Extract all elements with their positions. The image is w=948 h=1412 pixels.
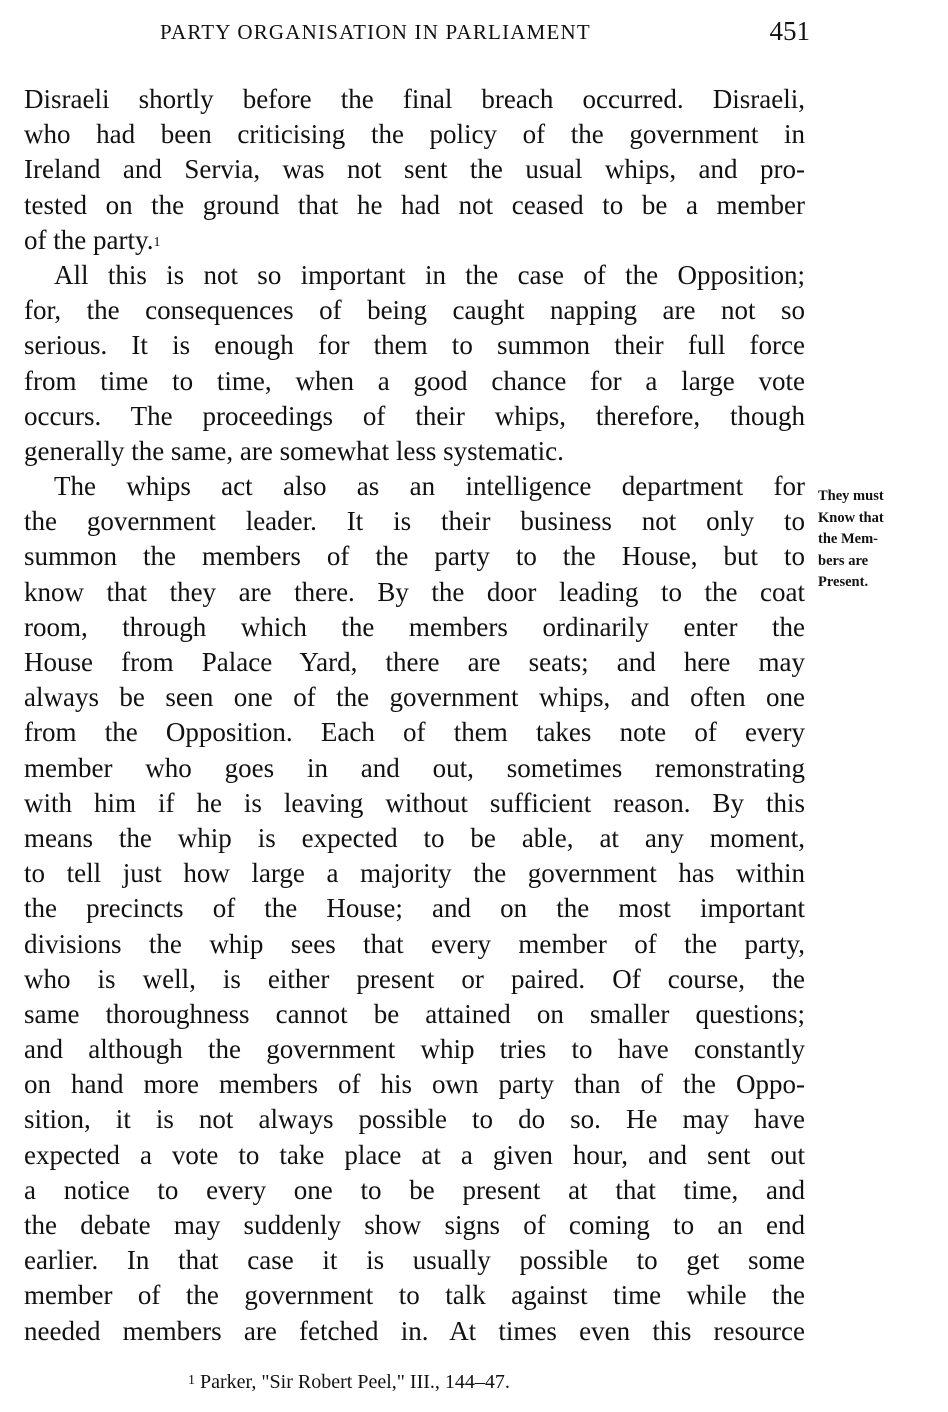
page-number: 451 bbox=[769, 16, 810, 46]
marginal-note-line: the Mem- bbox=[818, 531, 878, 547]
text-line: the debate may suddenly show signs of coming to an end bbox=[24, 1210, 805, 1240]
marginal-note-line: bers are bbox=[818, 552, 869, 569]
text-line: summon the members of the party to the House, but to bbox=[24, 541, 805, 572]
running-title: PARTY ORGANISATION IN PARLIAMENT bbox=[160, 20, 591, 44]
text-line: to tell just how large a majority the government has within bbox=[24, 858, 805, 889]
footnote bbox=[188, 1371, 510, 1394]
text-line: know that they are there. By the door leading to the coat bbox=[24, 576, 805, 607]
text-line: the precincts of the House; and on the most important bbox=[24, 893, 805, 924]
text-line: generally the same, are somewhat less systematic. bbox=[24, 435, 564, 466]
footnote-text: Parker, "Sir Robert Peel," III., 144–47. bbox=[200, 1371, 510, 1393]
marginal-note bbox=[818, 486, 938, 594]
text-line: from time to time, when a good chance for a large vote bbox=[24, 365, 805, 396]
text-line-content: of the party. bbox=[24, 224, 154, 255]
text-line: means the whip is expected to be able, at any moment, bbox=[24, 822, 805, 853]
text-line: expected a vote to take place at a given hour, and sent out bbox=[24, 1139, 805, 1170]
body-text bbox=[24, 82, 805, 1349]
marginal-note-line: They must bbox=[818, 488, 884, 504]
text-line: same thoroughness cannot be attained on smaller questions; bbox=[24, 998, 805, 1029]
text-line: who is well, is either present or paired. Of course, the bbox=[24, 963, 805, 994]
text-line: occurs. The proceedings of their whips, therefore, though bbox=[24, 400, 805, 431]
text-line: member who goes in and out, sometimes remonstrating bbox=[24, 752, 805, 783]
paragraph-first-line: The whips act also as an intelligence department for bbox=[54, 471, 805, 502]
text-line: member of the government to talk against time while the bbox=[24, 1280, 805, 1311]
text-line: Disraeli shortly before the final breach occurred. Disraeli, bbox=[24, 84, 805, 114]
text-line: always be seen one of the government whips, and often one bbox=[24, 682, 805, 713]
footnote-marker: 1 bbox=[188, 1373, 195, 1388]
text-line: divisions the whip sees that every member of the party, bbox=[24, 928, 805, 959]
text-line: and although the government whip tries to have constantly bbox=[24, 1034, 805, 1065]
marginal-note-line: Present. bbox=[818, 574, 869, 590]
footnote-reference: 1 bbox=[153, 234, 161, 250]
text-line: sition, it is not always possible to do so. He may have bbox=[24, 1104, 805, 1135]
text-line: Ireland and Servia, was not sent the usual whips, and pro- bbox=[24, 154, 805, 185]
text-line: the government leader. It is their business not only to bbox=[24, 506, 805, 537]
text-line: for, the consequences of being caught napping are not so bbox=[24, 295, 805, 326]
text-line: who had been criticising the policy of the government in bbox=[24, 119, 805, 150]
text-line: from the Opposition. Each of them takes note of every bbox=[24, 717, 805, 748]
text-line: House from Palace Yard, there are seats; and here may bbox=[24, 647, 805, 677]
marginal-note-line: Know that bbox=[818, 509, 884, 526]
page-header bbox=[160, 16, 810, 52]
text-line bbox=[24, 223, 805, 258]
text-line: room, through which the members ordinarily enter the bbox=[24, 611, 805, 642]
text-line: on hand more members of his own party than of the Oppo- bbox=[24, 1069, 805, 1100]
text-line: tested on the ground that he had not ceased to be a member bbox=[24, 189, 805, 220]
text-line: a notice to every one to be present at that time, and bbox=[24, 1174, 805, 1205]
text-line: with him if he is leaving without sufficient reason. By this bbox=[24, 787, 805, 818]
paragraph-first-line: All this is not so important in the case of the Opposition; bbox=[54, 259, 805, 290]
text-line: serious. It is enough for them to summon their full force bbox=[24, 330, 805, 361]
text-line: needed members are fetched in. At times even this resource bbox=[24, 1315, 805, 1346]
text-line: earlier. In that case it is usually possible to get some bbox=[24, 1245, 805, 1276]
